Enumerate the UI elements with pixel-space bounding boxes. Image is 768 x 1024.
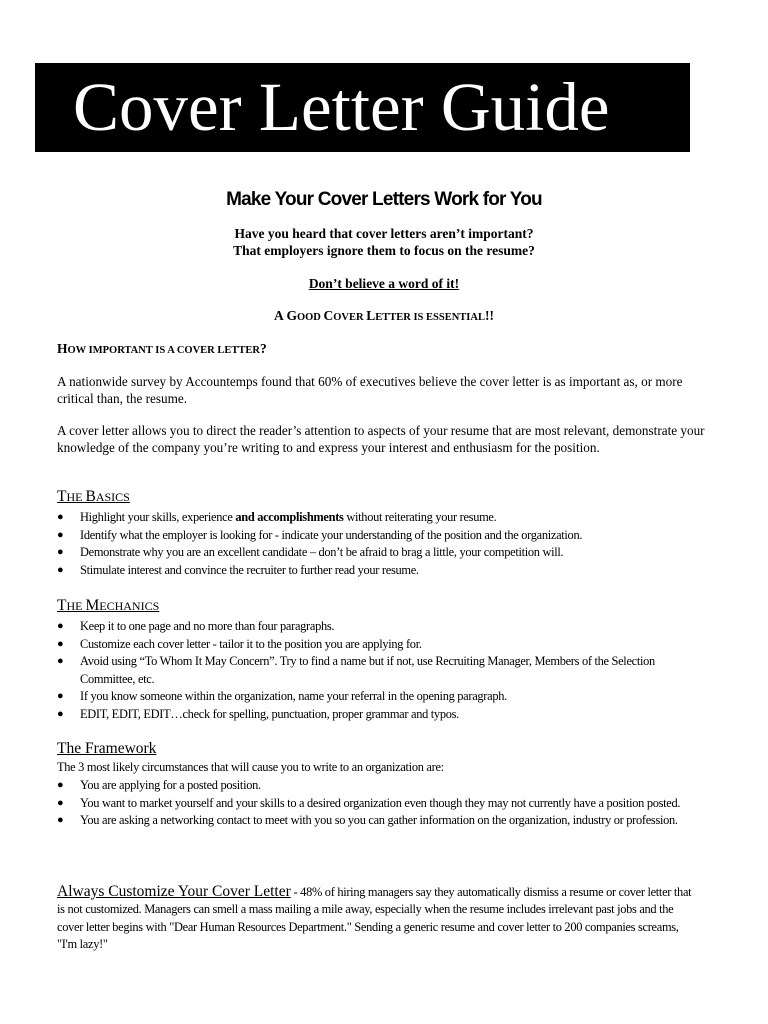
list-item xyxy=(57,795,697,813)
essential-c: C xyxy=(323,308,334,323)
intro-line-1: Have you heard that cover letters aren’t important? xyxy=(234,226,534,241)
basics-b: B xyxy=(85,488,96,505)
bullet-icon: ● xyxy=(57,620,64,632)
intro-text xyxy=(0,225,768,259)
basics-item-1-pre: Highlight your skills, experience xyxy=(80,510,236,524)
mechanics-item-2: Customize each cover letter - tailor it to the position you are applying for. xyxy=(80,636,422,651)
essential-a: A xyxy=(274,308,287,323)
framework-list xyxy=(57,777,697,830)
basics-heading xyxy=(57,488,130,506)
essential-statement xyxy=(0,308,768,324)
list-item xyxy=(57,777,697,795)
essential-g: G xyxy=(286,308,297,323)
mechanics-echanics: ECHANICS xyxy=(99,599,160,613)
essential-end: !! xyxy=(484,308,494,323)
list-item xyxy=(57,812,697,830)
basics-list xyxy=(57,509,697,579)
essential-rest: ETTER IS ESSENTIAL xyxy=(375,312,485,323)
bullet-icon: ● xyxy=(57,511,64,523)
bullet-icon: ● xyxy=(57,563,64,576)
basics-asics: ASICS xyxy=(95,490,130,504)
mechanics-item-4: If you know someone within the organization, name your referral in the opening paragraph. xyxy=(80,689,507,704)
basics-item-2: Identify what the employer is looking for - indicate your understanding of the position and the organization. xyxy=(80,527,583,542)
question-rest: OW IMPORTANT IS A COVER LETTER xyxy=(67,345,260,356)
mechanics-item-1: Keep it to one page and no more than four paragraphs. xyxy=(80,619,335,633)
basics-item-4: Stimulate interest and convince the recruiter to further read your resume. xyxy=(80,562,419,577)
mechanics-he: HE xyxy=(66,599,86,613)
mechanics-item-3: Avoid using “To Whom It May Concern”. Try to find a name but if not, use Recruiting Manager, Members of the Selection Committee, etc. xyxy=(80,654,655,686)
dont-believe-text: Don’t believe a word of it! xyxy=(308,276,460,291)
list-item xyxy=(57,527,697,545)
mechanics-t: T xyxy=(57,597,67,614)
basics-t: T xyxy=(57,488,67,505)
framework-intro: The 3 most likely circumstances that will cause you to write to an organization are: xyxy=(57,760,444,774)
framework-item-2: You want to market yourself and your skills to a desired organization even though they may not currently have a position posted. xyxy=(80,795,681,810)
list-item xyxy=(57,688,697,706)
bullet-icon: ● xyxy=(57,814,64,827)
bullet-icon: ● xyxy=(57,637,64,650)
paragraph-cover-letter-purpose: A cover letter allows you to direct the reader’s attention to aspects of your resume that are most relevant, demonstrate your knowledge of the company you’re writing to and express your interest and enthusiasm for the position. xyxy=(57,423,705,455)
bullet-icon: ● xyxy=(57,796,64,809)
mechanics-m: M xyxy=(85,597,100,614)
essential-over: OVER xyxy=(333,312,367,323)
framework-item-1: You are applying for a posted position. xyxy=(80,778,261,792)
list-item xyxy=(57,636,697,654)
question-heading xyxy=(57,341,267,357)
list-item xyxy=(57,653,697,688)
intro-line-2: That employers ignore them to focus on the resume? xyxy=(233,243,535,258)
customize-heading: Always Customize Your Cover Letter xyxy=(57,883,291,900)
question-end: ? xyxy=(259,341,267,356)
list-item xyxy=(57,618,697,636)
list-item xyxy=(57,706,697,724)
bullet-icon: ● xyxy=(57,779,64,791)
framework-item-3: You are asking a networking contact to meet with you so you can gather information on the organization, industry or profession. xyxy=(80,813,678,828)
customize-body: - 48% of hiring managers say they automatically dismiss a resume or cover letter that is not customized. Managers can smell a mass mailing a mile away, especially when the resume includes irrelevant past jobs and the cover letter begins with "Dear Human Resources Department." Sending a generic resume and cover letter to 200 companies screams, "I'm lazy!" xyxy=(57,885,692,951)
list-item xyxy=(57,562,697,580)
basics-item-1-post: without reiterating your resume. xyxy=(343,510,497,524)
essential-l: L xyxy=(366,308,376,323)
paragraph-survey: A nationwide survey by Accountemps found that 60% of executives believe the cover letter is as important as, or more critical than, the resume. xyxy=(57,374,683,406)
list-item xyxy=(57,509,697,527)
bullet-icon: ● xyxy=(57,528,64,541)
mechanics-item-5: EDIT, EDIT, EDIT…check for spelling, punctuation, proper grammar and typos. xyxy=(80,706,459,721)
basics-he: HE xyxy=(66,490,86,504)
guide-title: Cover Letter Guide xyxy=(73,69,610,145)
list-item xyxy=(57,544,697,562)
basics-item-3: Demonstrate why you are an excellent candidate – don’t be afraid to brag a little, your competition will. xyxy=(80,545,564,560)
basics-item-1-bold: and accomplishments xyxy=(235,510,344,524)
bullet-icon: ● xyxy=(57,655,64,668)
bullet-icon: ● xyxy=(57,546,64,559)
mechanics-list xyxy=(57,618,697,724)
customize-paragraph xyxy=(57,883,697,953)
bullet-icon: ● xyxy=(57,707,64,720)
question-h: H xyxy=(57,341,68,356)
framework-heading: The Framework xyxy=(57,740,157,757)
bullet-icon: ● xyxy=(57,690,64,703)
guide-title-banner xyxy=(35,63,690,152)
essential-ood: OOD xyxy=(296,312,324,323)
mechanics-heading xyxy=(57,597,159,615)
subtitle: Make Your Cover Letters Work for You xyxy=(226,189,542,210)
